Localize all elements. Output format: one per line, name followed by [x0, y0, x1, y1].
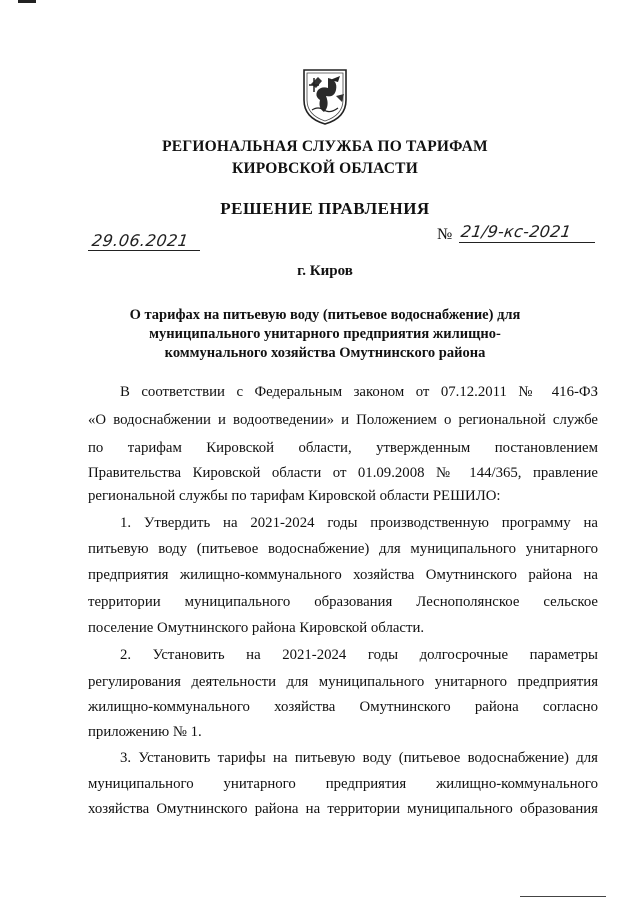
organization-name-line1: РЕГИОНАЛЬНАЯ СЛУЖБА ПО ТАРИФАМ	[162, 138, 488, 155]
body-line: 1. Утвердить на 2021-2024 годы производственную программу на	[120, 515, 598, 531]
coat-of-arms-icon	[300, 66, 350, 126]
body-line: В соответствии с Федеральным законом от 07.12.2011 № 416-ФЗ	[120, 384, 598, 400]
number-sign: №	[437, 226, 453, 243]
subject-line-3: коммунального хозяйства Омутнинского района	[164, 345, 486, 361]
footer-rule	[520, 896, 606, 897]
body-line: хозяйства Омутнинского района на территории муниципального образования	[88, 801, 598, 817]
body-line: поселение Омутнинского района Кировской области.	[88, 620, 425, 636]
body-line: 3. Установить тарифы на питьевую воду (питьевое водоснабжение) для	[120, 750, 598, 766]
body-line: территории муниципального образования Леснополянское сельское	[88, 594, 598, 610]
body-line: Правительства Кировской области от 01.09.2008 № 144/365, правление	[88, 465, 598, 481]
document-type-title: РЕШЕНИЕ ПРАВЛЕНИЯ	[220, 199, 430, 218]
organization-name-line2: КИРОВСКОЙ ОБЛАСТИ	[232, 160, 418, 177]
subject-line-2: муниципального унитарного предприятия жилищно-	[149, 326, 501, 342]
city-name: г. Киров	[297, 263, 353, 279]
body-line: жилищно-коммунального хозяйства Омутнинского района согласно	[88, 699, 598, 715]
decision-number-field	[437, 222, 597, 248]
decision-number: 21/9-кс-2021	[459, 222, 573, 241]
subject-line-1: О тарифах на питьевую воду (питьевое водоснабжение) для	[129, 307, 521, 323]
body-line: муниципального унитарного предприятия жилищно-коммунального	[88, 776, 598, 792]
date-underline	[88, 250, 200, 251]
body-line: 2. Установить на 2021-2024 годы долгосрочные параметры	[120, 647, 598, 663]
decision-date: 29.06.2021	[90, 231, 190, 250]
body-line: по тарифам Кировской области, утвержденным постановлением	[88, 440, 598, 456]
scan-corner-mark	[18, 0, 36, 3]
decision-date-field	[88, 230, 200, 254]
number-underline	[459, 242, 595, 243]
body-line: питьевую воду (питьевое водоснабжение) для муниципального унитарного	[88, 541, 598, 557]
body-line: приложению № 1.	[88, 724, 202, 740]
body-line: «О водоснабжении и водоотведении» и Положением о региональной службе	[88, 412, 598, 428]
body-line: регулирования деятельности для муниципального унитарного предприятия	[88, 674, 598, 690]
body-line: региональной службы по тарифам Кировской области РЕШИЛО:	[88, 488, 501, 504]
body-line: предприятия жилищно-коммунального хозяйства Омутнинского района на	[88, 567, 598, 583]
